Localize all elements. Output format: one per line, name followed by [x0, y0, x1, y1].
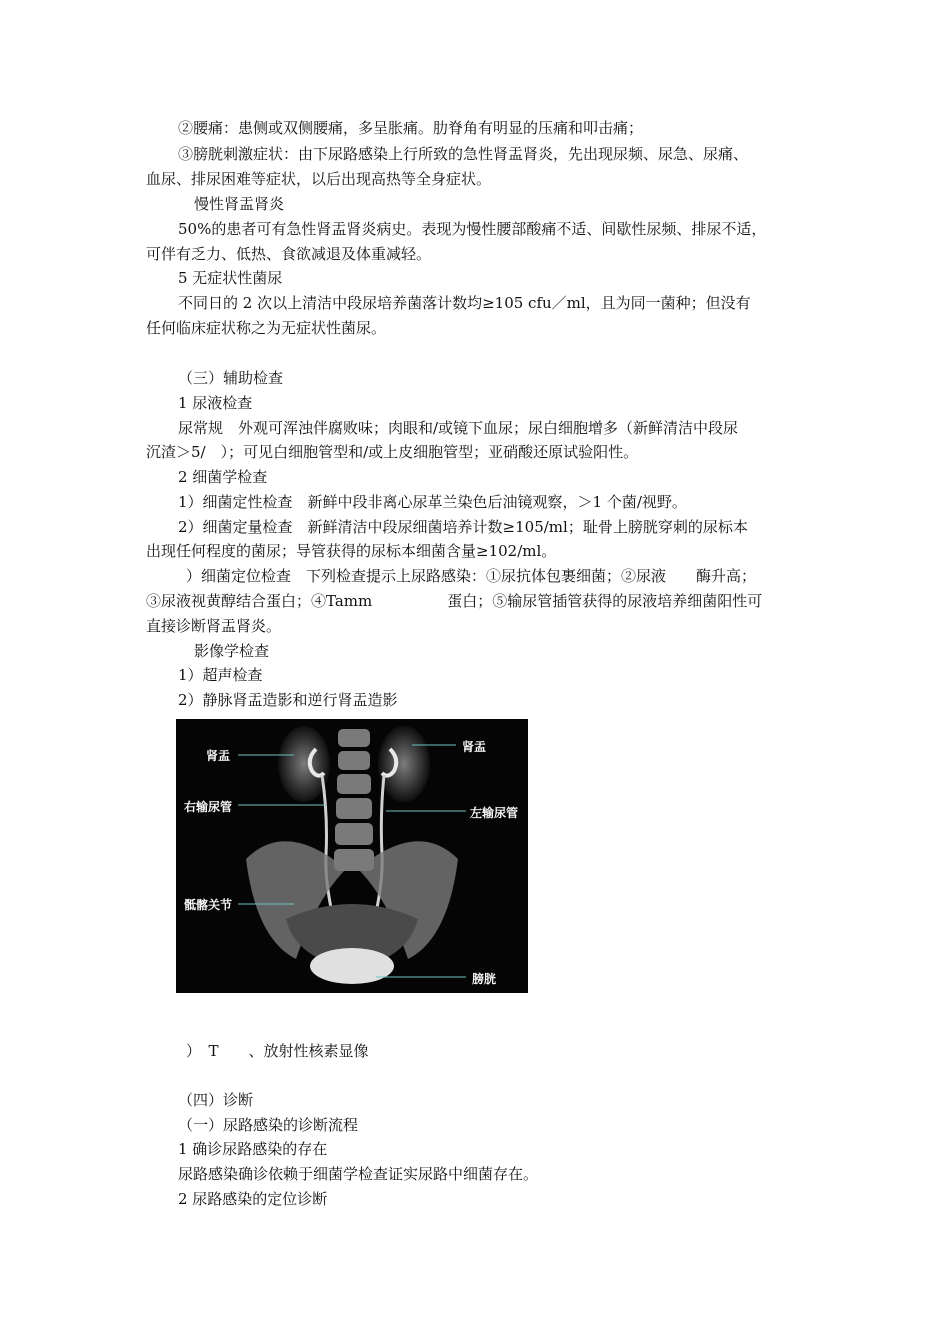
text-line: ②腰痛：患侧或双侧腰痛，多呈胀痛。肋脊角有明显的压痛和叩击痛； — [178, 119, 644, 137]
section-heading: 2 细菌学检查 — [178, 468, 268, 486]
section-heading: 1 确诊尿路感染的存在 — [178, 1140, 328, 1158]
xray-label: 右输尿管 — [184, 800, 233, 814]
xray-label: 左输尿管 — [470, 806, 519, 820]
xray-label: 骶髂关节 — [184, 898, 233, 912]
section-heading: 5 无症状性菌尿 — [178, 269, 283, 287]
xray-label: 膀胱 — [472, 972, 497, 986]
section-heading: 慢性肾盂肾炎 — [194, 195, 285, 213]
text-line: 50%的患者可有急性肾盂肾炎病史。表现为慢性腰部酸痛不适、间歇性尿频、排尿不适， — [178, 220, 767, 238]
section-heading: （三）辅助检查 — [178, 369, 284, 387]
text-line: 尿常规 外观可浑浊伴腐败味；肉眼和/或镜下血尿；尿白细胞增多（新鲜清洁中段尿 — [178, 419, 739, 437]
section-heading: 1 尿液检查 — [178, 394, 253, 412]
text-line: ③膀胱刺激症状：由下尿路感染上行所致的急性肾盂肾炎，先出现尿频、尿急、尿痛、 — [178, 145, 749, 163]
text-line: 出现任何程度的菌尿；导管获得的尿标本细菌含量≥102/ml。 — [146, 542, 557, 560]
text-line: 血尿、排尿困难等症状，以后出现高热等全身症状。 — [146, 170, 492, 188]
section-heading: （一）尿路感染的诊断流程 — [178, 1116, 359, 1134]
section-heading: 2 尿路感染的定位诊断 — [178, 1190, 328, 1208]
text-line: 不同日的 2 次以上清洁中段尿培养菌落计数均≥105 cfu／ml，且为同一菌种；但没有 — [178, 294, 751, 312]
xray-urogram-image — [176, 719, 528, 993]
section-heading: （四）诊断 — [178, 1091, 254, 1109]
text-line: 可伴有乏力、低热、食欲减退及体重减轻。 — [146, 245, 432, 263]
text-line: ③尿液视黄醇结合蛋白；④Tamm 蛋白；⑤输尿管插管获得的尿液培养细菌阳性可 — [146, 592, 763, 610]
text-line: 2）细菌定量检查 新鲜清洁中段尿细菌培养计数≥105/ml；耻骨上膀胱穿刺的尿标本 — [178, 518, 748, 536]
xray-label: 肾盂 — [206, 749, 231, 763]
xray-label: 肾盂 — [462, 740, 487, 754]
text-line: 2）静脉肾盂造影和逆行肾盂造影 — [178, 691, 398, 709]
text-line: 任何临床症状称之为无症状性菌尿。 — [146, 319, 387, 337]
text-line: 直接诊断肾盂肾炎。 — [146, 617, 282, 635]
text-line: 1）细菌定性检查 新鲜中段非离心尿革兰染色后油镜观察，＞1 个菌/视野。 — [178, 493, 687, 511]
section-heading: 影像学检查 — [194, 642, 270, 660]
text-line: 沉渣＞5/ ）；可见白细胞管型和/或上皮细胞管型；亚硝酸还原试验阳性。 — [146, 443, 639, 461]
text-line: 1）超声检查 — [178, 666, 263, 684]
text-line: 尿路感染确诊依赖于细菌学检查证实尿路中细菌存在。 — [178, 1165, 539, 1183]
text-line: ） T 、放射性核素显像 — [186, 1042, 369, 1060]
text-line: ）细菌定位检查 下列检查提示上尿路感染：①尿抗体包裹细菌；②尿液 酶升高； — [186, 567, 757, 585]
